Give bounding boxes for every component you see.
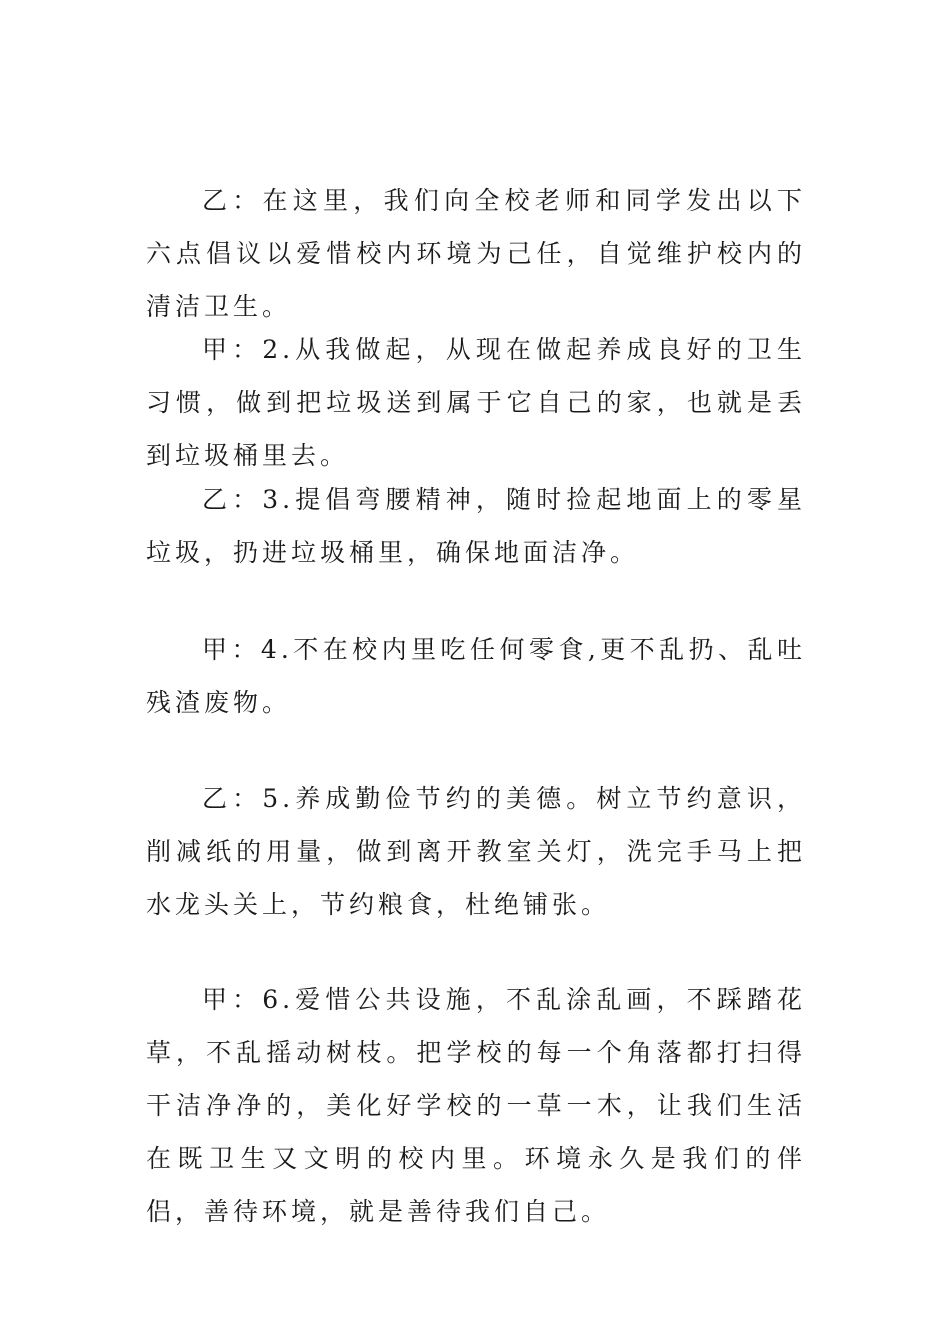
paragraph-5: 乙：5.养成勤俭节约的美德。树立节约意识，削减纸的用量，做到离开教室关灯，洗完手马上把水龙头关上，节约粮食，杜绝铺张。 [146, 784, 806, 919]
paragraph-2: 甲：2.从我做起，从现在做起养成良好的卫生习惯，做到把垃圾送到属于它自己的家，也就是丢到垃圾桶里去。 [146, 335, 806, 470]
paragraph-6: 甲：6.爱惜公共设施，不乱涂乱画，不踩踏花草，不乱摇动树枝。把学校的每一个角落都打扫得干洁净净的，美化好学校的一草一木，让我们生活在既卫生又文明的校内里。环境永久是我们的伴侣，善待环境，就是善待我们自己。 [146, 985, 806, 1226]
paragraph-1: 乙：在这里，我们向全校老师和同学发出以下六点倡议以爱惜校内环境为己任，自觉维护校内的清洁卫生。 [146, 186, 806, 321]
paragraph-4: 甲：4.不在校内里吃任何零食,更不乱扔、乱吐残渣废物。 [146, 635, 806, 717]
paragraph-3: 乙：3.提倡弯腰精神，随时捡起地面上的零星垃圾，扔进垃圾桶里，确保地面洁净。 [146, 485, 806, 567]
